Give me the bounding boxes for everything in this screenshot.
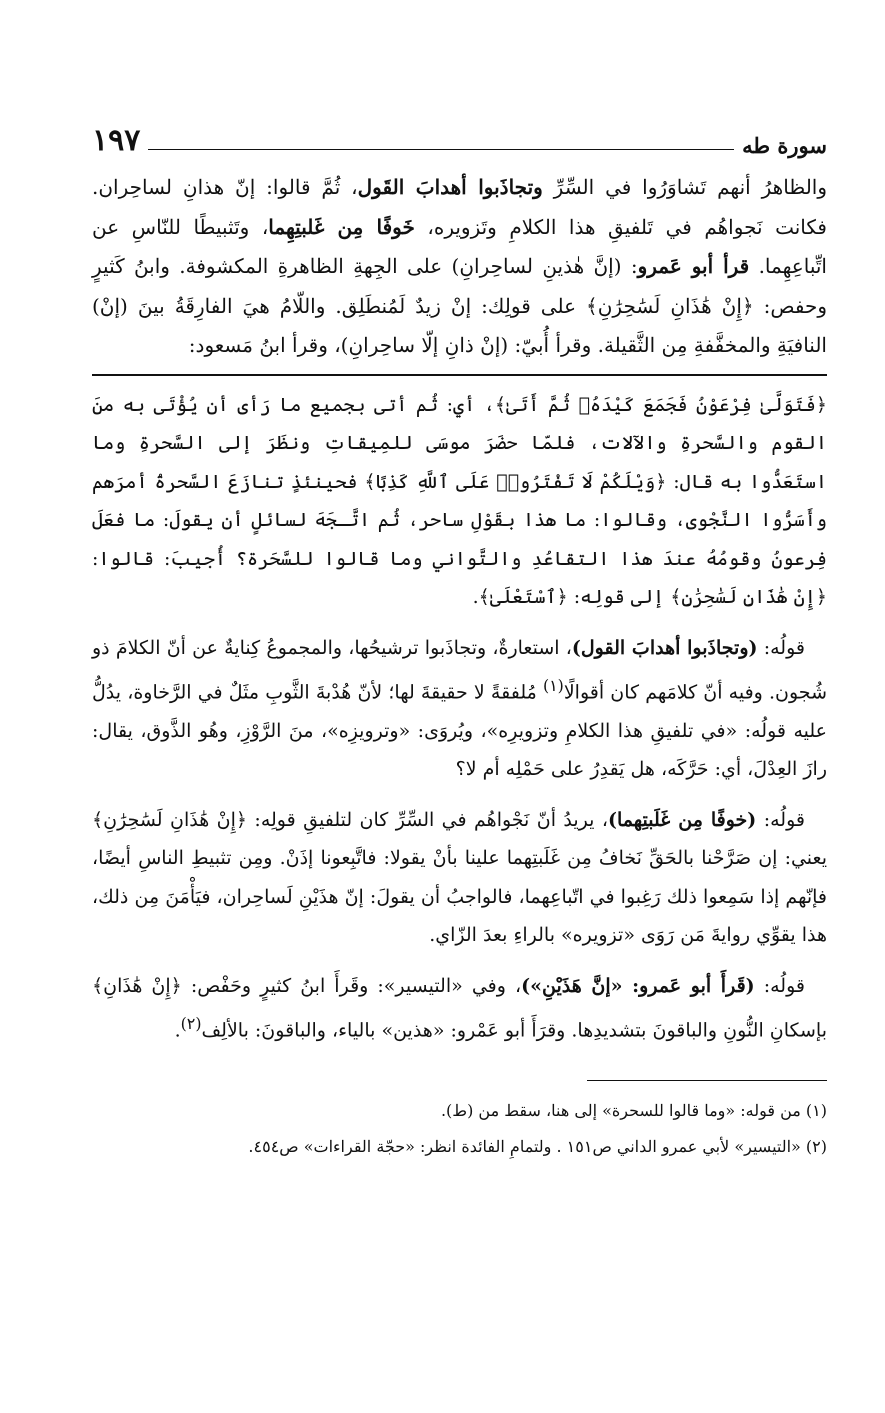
- footnote-marker: (٢): [180, 1014, 202, 1034]
- commentary-lemma: (خوفًا مِن غَلَبتِهما): [608, 808, 757, 831]
- commentary-lemma: (قَرأَ أبو عَمرو: «إنَّ هَذَيْنِ»): [521, 974, 755, 997]
- book-page: [92, 118, 827, 1165]
- commentary: [92, 386, 827, 1051]
- footnote: (١) من قوله: «وما قالوا للسحرة» إلى هنا، سقط من (ط).: [440, 1101, 827, 1121]
- main-text: [92, 168, 827, 366]
- header-rule: [148, 149, 734, 150]
- commentary-text: مُلفقةً لا حقيقةَ لها؛ لأنّ هُدْبةَ الثَّوبِ مثَلٌ في الرَّخاوة، يدُلُّ عليه قولُه: «في تلفيقِ هذا الكلامِ وتزويرِه»، ويُروَى: «وترويزِه»، منَ الرَّوْزِ، وهُو الذَّوق، يقال: رازَ العِدْلَ، أي: حَرَّكَه، هل يَقدِرُ على حَمْلِه أم لا؟: [92, 681, 827, 781]
- main-text-quote: قرأ أبو عَمرو: [637, 254, 750, 278]
- commentary-text: ﴿فَتَوَلَّىٰ فِرْعَوْنُ فَجَمَعَ كَيْدَهُۥ ثُمَّ أَتَىٰ﴾، أي: ثُم أتى بجميع ما رَأى أن يُؤْتَى به منَ القوم والسَّحرةِ والآلات، فلمّا حضَرَ موسَى للمِيقاتِ ونظَرَ إلى السَّحرةِ وما استَعَدُّوا به قال: ﴿وَيْلَكُمْ لَا تَفْتَرُوا۟ عَلَى ٱللَّهِ كَذِبًا﴾ فحينئذٍ تنازَعَ السَّحرةُ أمرَهم وأَسَرُّوا النَّجْوى، وقالوا: ما هذا بقَوْلِ ساحر، ثُم اتَّـجَهَ لسائلٍ أن يقولَ: ما فعَلَ فِرعونُ وقومُهُ عندَ هذا التقاعُدِ والتَّواني وما قالوا للسَّحَرة؟ أُجيبَ: قالوا: ﴿إِنْ هَٰذَانِ لَسَٰحِرَٰنِ﴾ إلى قولِه: ﴿ٱسْتَعْلَىٰ﴾.: [92, 393, 827, 608]
- footnote-divider: [587, 1080, 827, 1081]
- commentary-lemma: (وتجاذَبوا أهدابَ القول): [571, 636, 758, 659]
- main-text-segment: : (إنَّ هٰذينِ لساحِرانِ) على الجِهةِ الظاهرةِ المكشوفة. وابنُ كَثيرٍ وحفص: ﴿إِنْ هَٰذَانِ لَسَٰحِرَٰنِ﴾ على قولِك: إنْ زيدٌ لَمُنطَلِق. واللّامُ هيَ الفارِقَةُ بينَ (إنْ) النافيَةِ والمخفَّفةِ مِن الثَّقيلة. وقرأ أُبيّ: (إنْ ذانِ إلّا ساحِرانِ)، وقرأ ابنُ مَسعود:: [92, 254, 827, 357]
- page-header: [92, 118, 827, 158]
- commentary-text: ، استعارةٌ، وتجاذَبوا ترشيحُها، والمجموعُ كِنايةٌ عن أنّ الكلامَ ذو شُجون. وفيه أنّ كلامَهم كان أقوالًا: [92, 636, 827, 704]
- main-text-quote: خَوفًا مِن غَلبتِهِما: [268, 214, 415, 239]
- commentary-text: قولُه:: [756, 808, 805, 831]
- commentary-paragraph: [92, 967, 827, 1050]
- commentary-paragraph: [92, 629, 827, 789]
- main-text-segment: ، ثُمَّ قالوا: إنّ هذانِ لساحِران. فكانت نَجواهُم في تَلفيقِ هذا الكلامِ وتَزويره،: [92, 175, 827, 239]
- commentary-text: ، وفي «التيسير»: وقَرأَ ابنُ كثيرٍ وحَفْص: ﴿إِنْ هَٰذَانِ﴾ بإسكانِ النُّونِ والباقونَ بتشديدِها. وقرَأَ أبو عَمْرو: «هذين» بالياء، والباقونَ: بالألِف: [92, 974, 827, 1042]
- commentary-paragraph: [92, 801, 827, 955]
- page-number: ١٩٧: [92, 123, 141, 158]
- main-text-segment: ، وتَثبيطًا للنّاسِ عن اتِّباعِهِما.: [92, 214, 827, 278]
- commentary-text: ، يريدُ أنّ نَجْواهُم في السِّرِّ كان لتلفيقِ قولِه: ﴿إِنْ هَٰذَانِ لَسَٰحِرَٰنِ﴾ يعني: إن صَرَّحْنا بالحَقِّ نَخافُ مِن غَلَبتِهما علينا بأنْ يقولا: فاتَّبِعونا إذَنْ. ومِن تثبيطِ الناسِ أيضًا، فإنّهم إذا سَمِعوا ذلك رَغِبوا في اتّباعِهما، فالواجبُ أن يقولَ: إنّ هذَيْنِ لَساحِران، فيَأْمَنَ مِن ذلك، هذا يقوِّي روايةَ مَن رَوَى «تزويره» بالراءِ بعدَ الزّاي.: [92, 808, 827, 947]
- commentary-text: .: [174, 1019, 181, 1042]
- footnote-marker: (١): [542, 676, 564, 695]
- footnotes: [92, 1093, 827, 1165]
- surah-title: سورة طه: [742, 133, 827, 158]
- commentary-text: قولُه:: [757, 636, 805, 659]
- commentary-paragraph: [92, 386, 827, 617]
- main-text-quote: وتجاذَبوا أهدابَ القَول: [357, 175, 543, 199]
- main-text-segment: والظاهرُ أنهم تَشاوَرُوا في السِّرِّ: [542, 175, 828, 199]
- main-paragraph: [92, 168, 827, 366]
- commentary-text: قولُه:: [754, 974, 805, 997]
- main-text-divider: [92, 374, 827, 376]
- footnote: (٢) «التيسير» لأبي عمرو الداني ص١٥١ . ولتمامِ الفائدة انظر: «حجّة القراءات» ص٤٥٤.: [248, 1137, 827, 1157]
